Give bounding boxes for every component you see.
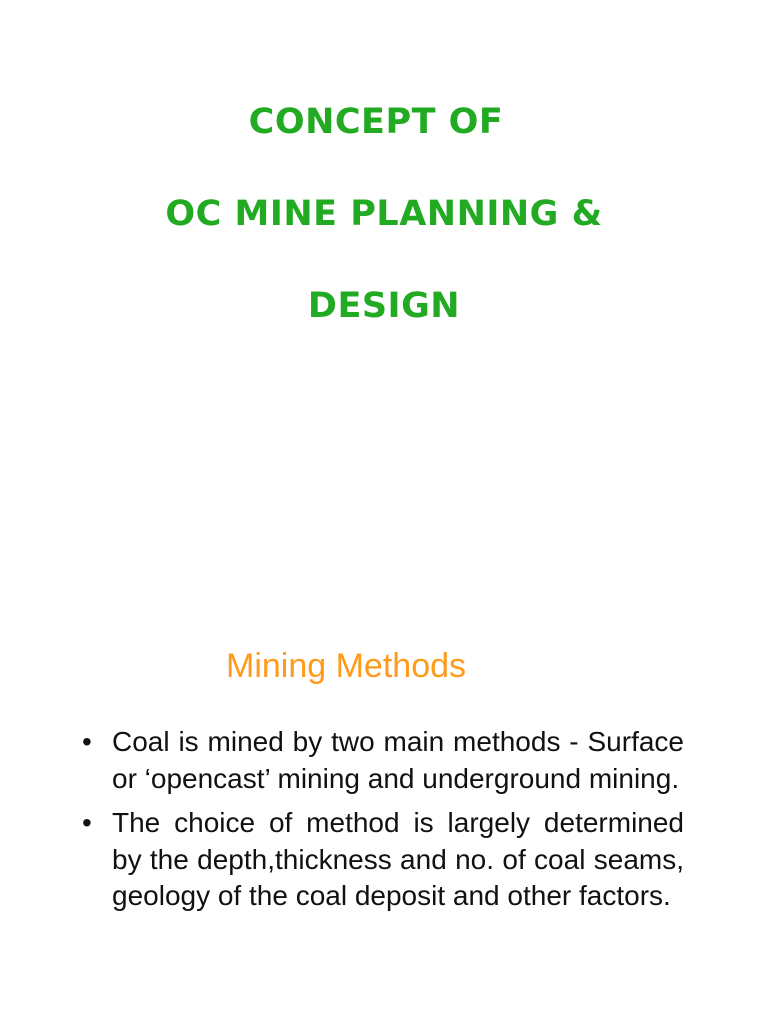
- section-heading: Mining Methods: [226, 647, 467, 685]
- bullet-item: [80, 724, 684, 797]
- bullet-icon: •: [82, 807, 92, 838]
- bullet-item: [80, 805, 684, 915]
- title-line-3: DESIGN: [307, 286, 461, 326]
- title-line-1: CONCEPT OF: [248, 102, 504, 142]
- bullet-text: The choice of method is largely determined by the depth,thickness and no. of coal seams, geology of the coal deposit and other factors.: [112, 807, 684, 911]
- title-line-2: OC MINE PLANNING &: [165, 194, 603, 234]
- bullet-text: Coal is mined by two main methods - Surface or ‘opencast’ mining and underground mining.: [112, 726, 684, 794]
- bullet-list: [80, 724, 684, 923]
- bullet-icon: •: [82, 726, 92, 757]
